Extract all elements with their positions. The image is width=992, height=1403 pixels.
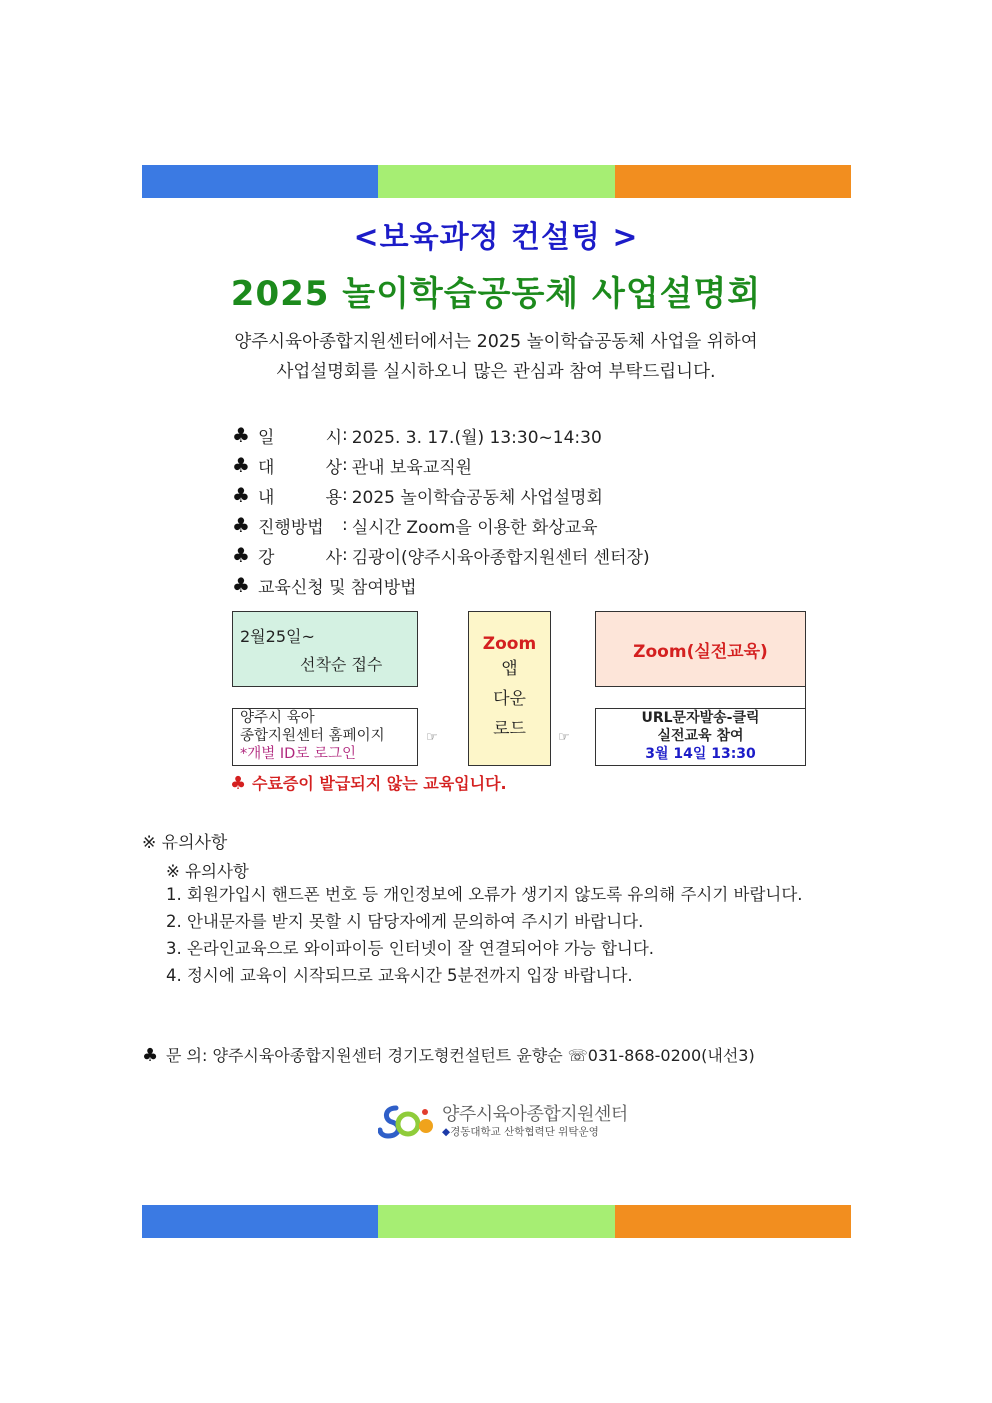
info-label: 강 사 (258, 547, 342, 568)
info-value: 관내 보육교직원 (351, 457, 473, 478)
apply-line-2: 종합지원센터 홈페이지 (240, 728, 385, 744)
zoom-app-text-1: 앱 (501, 659, 518, 679)
logo-name: 양주시육아종합지원센터 (442, 1104, 628, 1125)
club-bullet-icon: ♣ (232, 513, 250, 537)
registration-method: 선착순 접수 (300, 655, 383, 674)
notice-item: 2. 안내문자를 받지 못할 시 담당자에게 문의하여 주시기 바랍니다. (166, 912, 644, 931)
document-title: <보육과정 컨설팅 > (353, 220, 639, 255)
apply-login-note: *개별 ID로 로그인 (240, 746, 356, 762)
pointing-hand-icon: ☞ (426, 730, 438, 745)
notice-item: 4. 정시에 교육이 시작되므로 교육시간 5분전까지 입장 바랍니다. (166, 966, 633, 985)
top-bar-orange-segment (615, 165, 851, 198)
notice-subheading: ※ 유의사항 (166, 862, 249, 881)
url-line-1: URL문자발송-클릭 (641, 710, 760, 726)
intro-line-2: 사업설명회를 실시하오니 많은 관심과 참여 부탁드립니다. (276, 362, 716, 382)
bottom-color-bar (142, 1205, 851, 1238)
info-row-apply-method (232, 570, 650, 600)
certificate-warning (230, 771, 507, 794)
bottom-bar-blue-segment (142, 1205, 378, 1238)
club-bullet-icon: ♣ (232, 543, 250, 567)
top-color-bar (142, 165, 851, 198)
notice-list (166, 884, 803, 992)
info-label: 진행방법 (258, 517, 324, 538)
intro-line-1: 양주시육아종합지원센터에서는 2025 놀이학습공동체 사업을 위하여 (234, 332, 758, 352)
center-logo-icon (378, 1102, 436, 1142)
info-value: 2025 놀이학습공동체 사업설명회 (351, 487, 603, 508)
club-bullet-icon: ♣ (142, 1045, 159, 1066)
info-row-content: ♣ 내 용 : 2025 놀이학습공동체 사업설명회 (232, 483, 603, 508)
club-bullet-icon: ♣ (232, 453, 250, 477)
contact-value: 양주시육아종합지원센터 경기도형컨설턴트 윤향순 ☏031-868-0200(내선3) (212, 1046, 755, 1065)
contact-label: 문 의: (166, 1046, 208, 1065)
apply-homepage-box (232, 708, 418, 766)
logo-sub-text: 경동대학교 산학협력단 위탁운영 (450, 1126, 599, 1138)
notice-heading: ※ 유의사항 (142, 833, 228, 853)
url-date: 3월 14일 13:30 (645, 746, 756, 762)
registration-date: 2월25일~ (240, 627, 315, 646)
pointing-hand-icon: ☞ (558, 730, 570, 745)
zoom-live-box (595, 611, 806, 687)
url-line-2: 실전교육 참여 (657, 728, 744, 744)
club-bullet-icon: ♣ (230, 773, 247, 794)
event-info-list (232, 420, 650, 600)
warning-text: 수료증이 발급되지 않는 교육입니다. (252, 774, 507, 793)
contact-info (142, 1043, 755, 1066)
info-label: 대 상 (258, 457, 342, 478)
club-bullet-icon: ♣ (232, 483, 250, 507)
zoom-download-box (468, 611, 551, 766)
top-bar-green-segment (378, 165, 614, 198)
info-row-target: ♣ 대 상 : 관내 보육교직원 (232, 453, 473, 478)
info-label: 교육신청 및 참여방법 (258, 577, 417, 598)
notice-item: 3. 온라인교육으로 와이파이등 인터넷이 잘 연결되어야 가능 합니다. (166, 939, 655, 958)
info-value: 실시간 Zoom을 이용한 화상교육 (351, 517, 598, 538)
document-subtitle: 2025 놀이학습공동체 사업설명회 (230, 274, 762, 314)
url-message-box (595, 708, 806, 766)
info-label: 일 시 (258, 427, 342, 448)
zoom-app-text-3: 로드 (493, 719, 526, 739)
flow-connector-line (805, 687, 806, 708)
notice-item: 1. 회원가입시 핸드폰 번호 등 개인정보에 오류가 생기지 않도록 유의해 주시기 바랍니다. (166, 885, 803, 904)
info-label: 내 용 (258, 487, 342, 508)
info-value: 김광이(양주시육아종합지원센터 센터장) (351, 547, 650, 568)
apply-line-1: 양주시 육아 (240, 710, 315, 726)
center-logo (378, 1100, 628, 1144)
info-row-method: ♣ 진행방법 : 실시간 Zoom을 이용한 화상교육 (232, 513, 598, 538)
bottom-bar-green-segment (378, 1205, 614, 1238)
info-row-lecturer: ♣ 강 사 : 김광이(양주시육아종합지원센터 센터장) (232, 543, 650, 568)
info-row-date: ♣ 일 시 : 2025. 3. 17.(월) 13:30~14:30 (232, 423, 602, 448)
zoom-live-label: Zoom(실전교육) (633, 641, 768, 662)
top-bar-blue-segment (142, 165, 378, 198)
shield-icon: ◆ (442, 1126, 451, 1138)
club-bullet-icon: ♣ (232, 573, 250, 597)
info-value: 2025. 3. 17.(월) 13:30~14:30 (351, 427, 602, 448)
zoom-title: Zoom (482, 634, 537, 654)
bottom-bar-orange-segment (615, 1205, 851, 1238)
registration-period-box (232, 611, 418, 687)
club-bullet-icon: ♣ (232, 423, 250, 447)
zoom-app-text-2: 다운 (493, 689, 526, 709)
